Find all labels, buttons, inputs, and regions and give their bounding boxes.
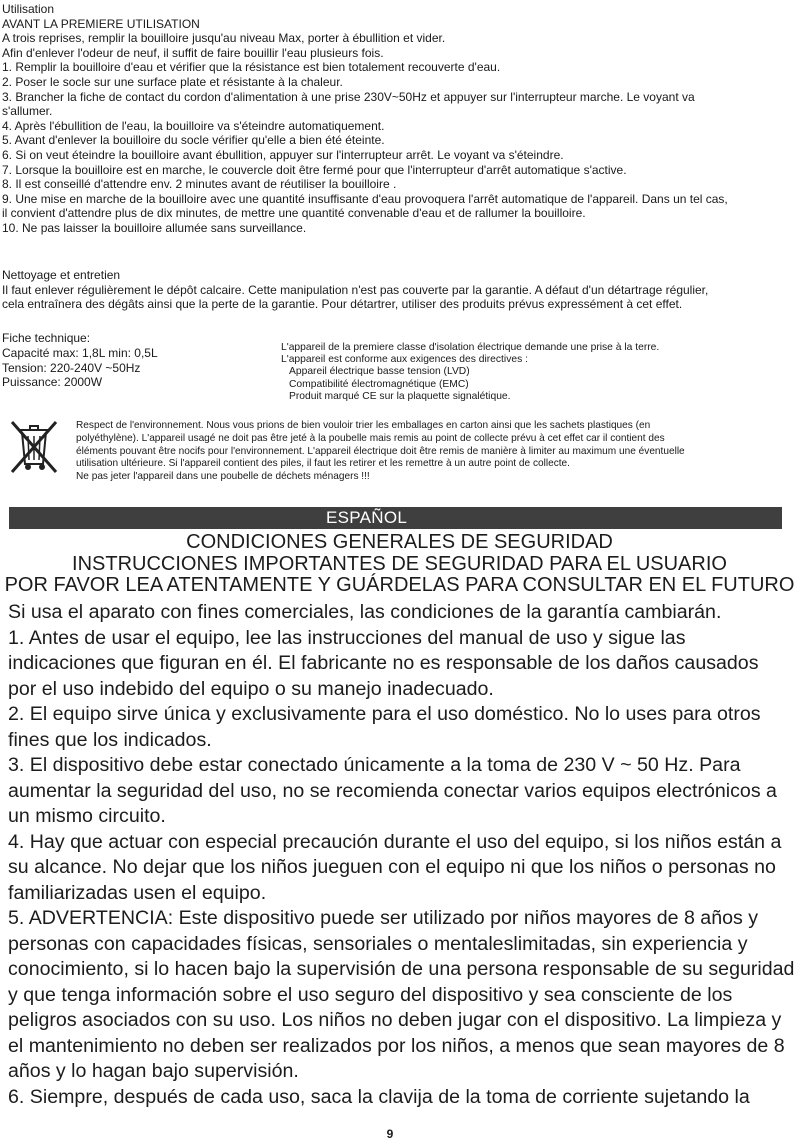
es-line: 4. Hay que actuar con especial precaución durante el uso del equipo, si los niños están a: [8, 830, 782, 853]
es-line: indicaciones que figuran en él. El fabricante no es responsable de los daños causados: [8, 652, 759, 674]
es-line: 6. Siempre, después de cada uso, saca la clavija de la toma de corriente sujetando la: [8, 1085, 750, 1108]
es-line: aumentar la seguridad del uso, no se recomienda conectar varios equipos electrónicos a: [8, 779, 777, 802]
fr-environment-line: utilisation ultérieure. Si l'appareil contient des piles, il faut les retirer et les remettre à un autre point de collecte.: [76, 458, 570, 470]
fr-conformity-line: Compatibilité électromagnétique (EMC): [289, 378, 469, 390]
es-safety-headings: [0, 532, 799, 597]
es-line: familiarizadas usen el equipo.: [8, 881, 267, 904]
fr-usage-section: [2, 2, 797, 236]
fr-line: 8. Il est conseillé d'attendre env. 2 minutes avant de réutiliser la bouilloire .: [2, 177, 397, 192]
fr-specs-power: Puissance: 2000W: [2, 375, 103, 390]
es-line: 2. El equipo sirve única y exclusivamente para el uso doméstico. No lo uses para otros: [8, 703, 761, 725]
fr-specs-tension: Tension: 220-240V ~50Hz: [2, 360, 141, 375]
fr-conformity-line: L'appareil de la premiere classe d'isolation électrique demande une prise à la terre.: [281, 342, 660, 353]
es-safety-instructions: [8, 600, 798, 1110]
fr-line: Afin d'enlever l'odeur de neuf, il suffit de faire bouillir l'eau plusieurs fois.: [2, 45, 384, 60]
language-section-bar: [9, 507, 782, 529]
fr-conformity-line: L'appareil est conforme aux exigences des directives :: [281, 354, 528, 366]
es-line: personas con capacidades físicas, sensoriales o mentaleslimitadas, sin experiencia y: [8, 932, 748, 955]
fr-cleaning-line: cela entraînera des dégâts ainsi que la perte de la garantie. Pour détartrer, utiliser des produits prévus expressément à cet effet.: [2, 297, 683, 312]
crossed-bin-icon: [6, 418, 62, 476]
fr-cleaning-section: [2, 268, 797, 312]
fr-specs-capacity: Capacité max: 1,8L min: 0,5L: [2, 345, 158, 360]
es-line: por el uso indebido del equipo o su manejo inadecuado.: [8, 677, 494, 700]
fr-conformity-line: Appareil électrique basse tension (LVD): [289, 366, 470, 378]
fr-environment-line: Respect de l'environnement. Nous vous prions de bien vouloir trier les emballages en carton ainsi que les sachets plastiques (en: [76, 420, 651, 431]
fr-specs-title: Fiche technique:: [2, 331, 91, 345]
page-number: 9: [386, 1127, 394, 1141]
es-line: un mismo circuito.: [8, 805, 166, 827]
es-line: conocimiento, si lo hacen bajo la supervisión de una persona responsable de su seguridad: [8, 958, 795, 980]
fr-line: 6. Si on veut éteindre la bouilloire avant ébullition, appuyer sur l'interrupteur arrêt. Le voyant va s'éteindre.: [2, 147, 564, 162]
fr-line: 4. Après l'ébullition de l'eau, la bouilloire va s'éteindre automatiquement.: [2, 118, 385, 133]
es-line: su alcance. No dejar que los niños jueguen con el equipo ni que los niños o personas no: [8, 856, 776, 878]
es-line: fines que los indicados.: [8, 728, 212, 751]
fr-cleaning-title: Nettoyage et entretien: [2, 268, 121, 282]
fr-line: s'allumer.: [2, 104, 53, 119]
fr-line: 9. Une mise en marche de la bouilloire avec une quantité insuffisante d'eau provoquera l'arrêt automatique de l'appareil. Dans un tel cas,: [2, 191, 728, 206]
fr-environment-line: éléments pouvant être nocifs pour l'environnement. L'appareil électrique doit être remis de manière à limiter au maximum une éventuelle: [76, 445, 685, 457]
es-line: 3. El dispositivo debe estar conectado únicamente a la toma de 230 V ~ 50 Hz. Para: [8, 754, 741, 776]
fr-line: il convient d'attendre plus de dix minutes, de mettre une quantité convenable d'eau et de rallumer la bouilloire.: [2, 206, 586, 221]
es-line: años y lo hagan bajo supervisión.: [8, 1060, 299, 1082]
fr-line: 1. Remplir la bouilloire d'eau et vérifier que la résistance est bien totalement recouverte d'eau.: [2, 60, 501, 75]
fr-line: 7. Lorsque la bouilloire est en marche, le couvercle doit être fermé pour que l'interrupteur d'arrêt automatique s'active.: [2, 162, 627, 177]
fr-conformity-notice: [281, 342, 781, 403]
es-line: el mantenimiento no deben ser realizados por los niños, a menos que sean mayores de 8: [8, 1034, 785, 1057]
es-heading: POR FAVOR LEA ATENTAMENTE Y GUÁRDELAS PARA CONSULTAR EN EL FUTURO: [4, 574, 795, 596]
es-line: Si usa el aparato con fines comerciales, las condiciones de la garantía cambiarán.: [8, 601, 722, 623]
fr-usage-title: Utilisation: [2, 2, 55, 16]
fr-environment-line: Ne pas jeter l'appareil dans une poubelle de déchets ménagers !!!: [76, 471, 370, 483]
language-label: ESPAÑOL: [326, 508, 408, 527]
es-heading: CONDICIONES GENERALES DE SEGURIDAD: [186, 531, 613, 553]
fr-technical-specs: [2, 331, 262, 390]
es-line: 5. ADVERTENCIA: Este dispositivo puede ser utilizado por niños mayores de 8 años y: [8, 907, 759, 929]
es-line: 1. Antes de usar el equipo, lee las instrucciones del manual de uso y sigue las: [8, 626, 686, 649]
es-heading: INSTRUCCIONES IMPORTANTES DE SEGURIDAD PARA EL USUARIO: [72, 552, 727, 575]
fr-line: 3. Brancher la fiche de contact du cordon d'alimentation à une prise 230V~50Hz et appuyer sur l'interrupteur marche. Le voyant va: [2, 89, 695, 104]
fr-environment-line: polyéthylène). L'appareil usagé ne doit pas être jeté à la poubelle mais remis au point de collecte prévu à cet effet car il contient des: [76, 432, 665, 444]
fr-line: A trois reprises, remplir la bouilloire jusqu'au niveau Max, porter à ébullition et vider.: [2, 31, 446, 46]
fr-line: 10. Ne pas laisser la bouilloire allumée sans surveillance.: [2, 220, 307, 235]
fr-cleaning-line: Il faut enlever régulièrement le dépôt calcaire. Cette manipulation n'est pas couverte par la garantie. A défaut d'un détartrage régulier,: [2, 282, 709, 297]
fr-line: 5. Avant d'enlever la bouilloire du socle vérifier qu'elle a bien été éteinte.: [2, 133, 385, 148]
es-line: peligros asociados con su uso. Los niños no deben jugar con el dispositivo. La limpieza y: [8, 1009, 782, 1031]
fr-conformity-line: Produit marqué CE sur la plaquette signalétique.: [289, 390, 511, 402]
es-line: y que tenga información sobre el uso seguro del dispositivo y sea consciente de los: [8, 983, 733, 1006]
fr-environment-notice: [76, 420, 796, 484]
fr-line: 2. Poser le socle sur une surface plate et résistante à la chaleur.: [2, 74, 343, 89]
fr-first-use-title: AVANT LA PREMIERE UTILISATION: [2, 16, 200, 31]
